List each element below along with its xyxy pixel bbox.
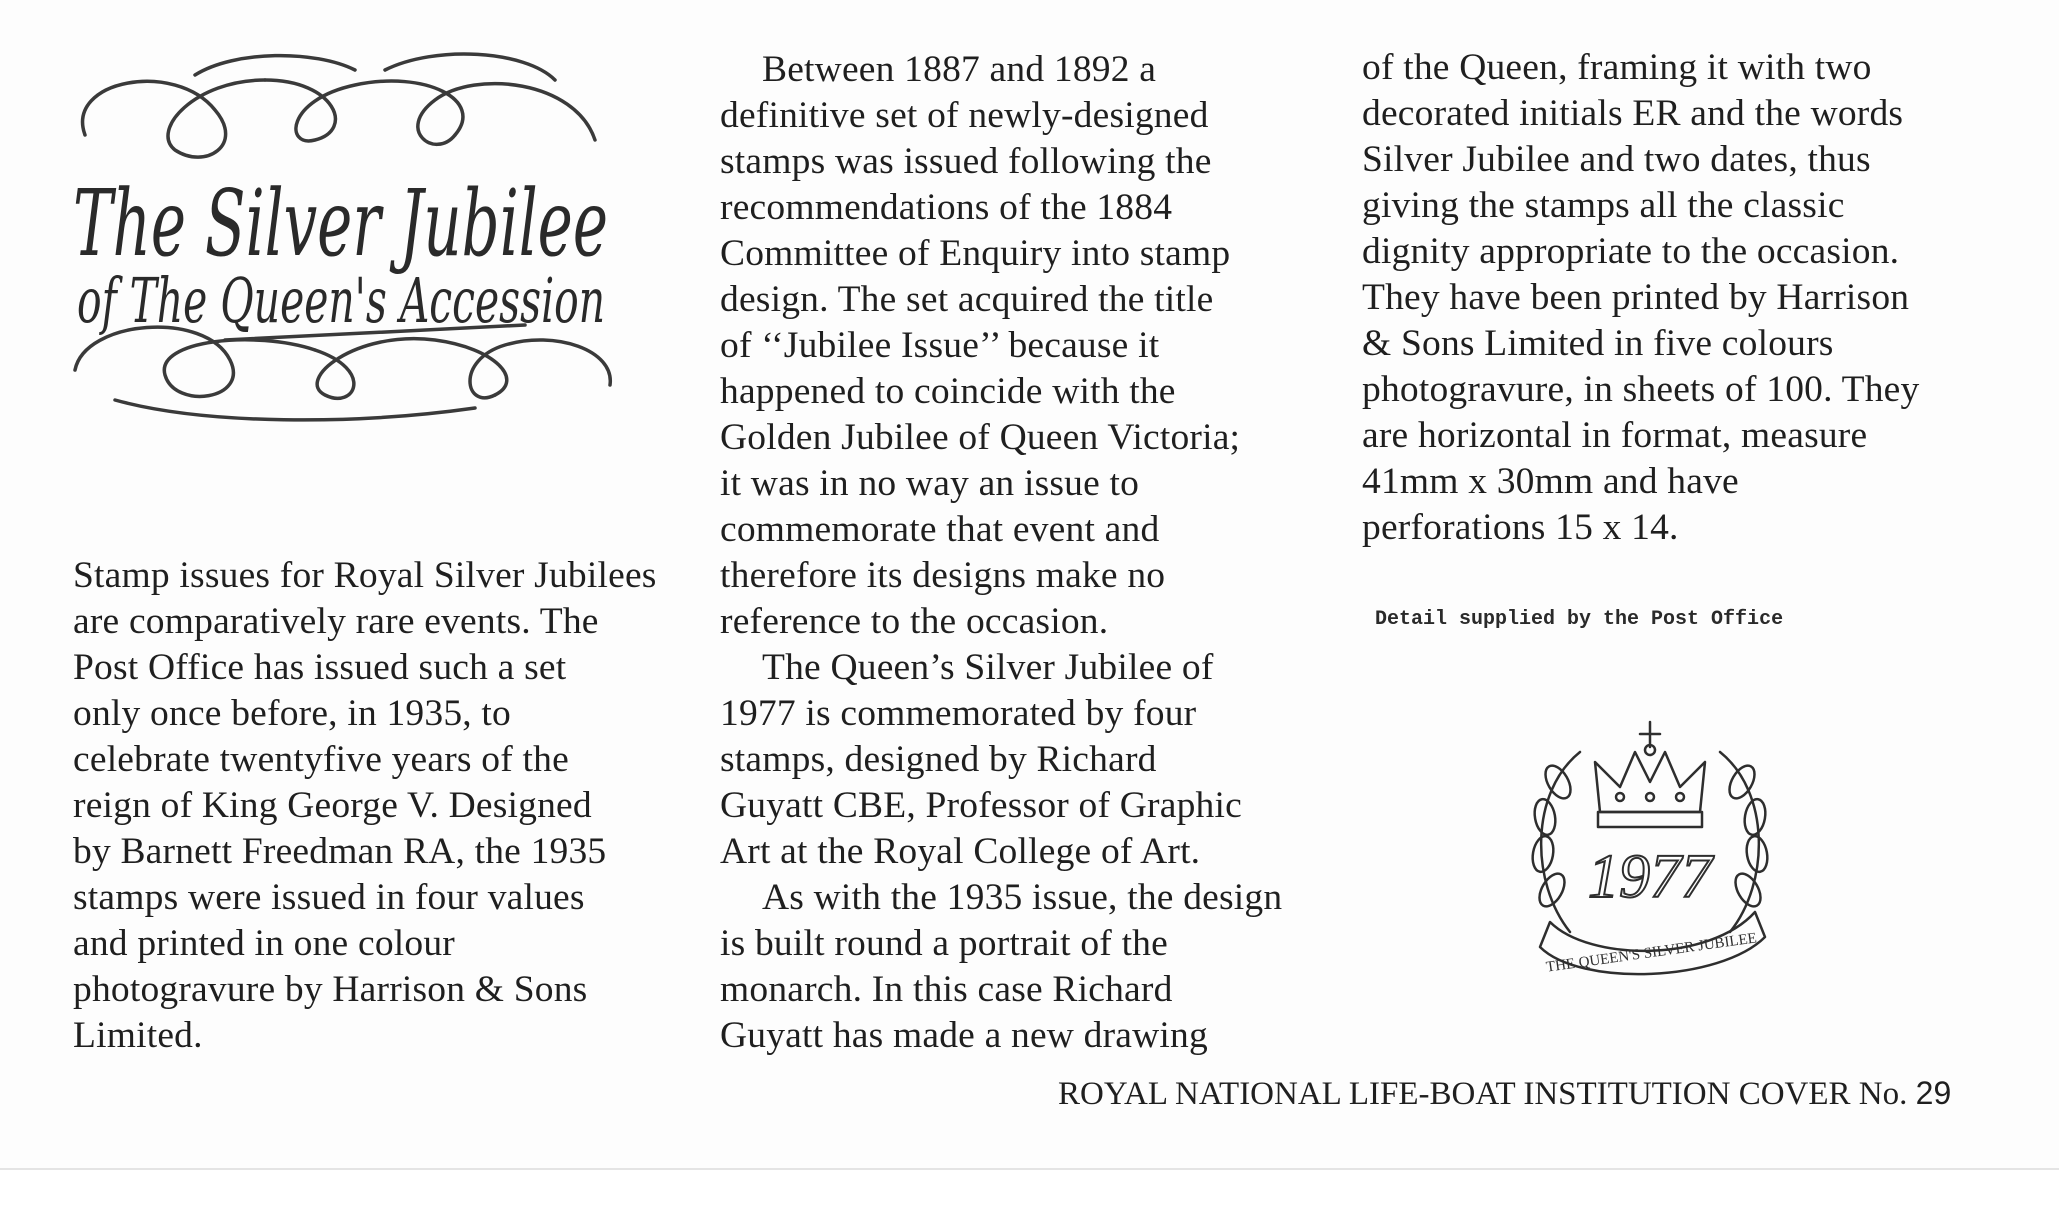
text-line: and printed in one colour bbox=[73, 923, 455, 964]
detail-note: Detail supplied by the Post Office bbox=[1375, 608, 1784, 631]
text-line: Post Office has issued such a set bbox=[73, 647, 567, 688]
text-line: by Barnett Freedman RA, the 1935 bbox=[73, 831, 607, 872]
text-line: Committee of Enquiry into stamp bbox=[720, 233, 1231, 274]
jubilee-emblem bbox=[1510, 712, 1790, 992]
text-line: monarch. In this case Richard bbox=[720, 969, 1173, 1010]
emblem-ribbon-text: THE QUEEN'S SILVER JUBILEE bbox=[1545, 930, 1758, 976]
text-line: Limited. bbox=[73, 1015, 203, 1056]
text-line: definitive set of newly-designed bbox=[720, 95, 1209, 136]
text-line: & Sons Limited in five colours bbox=[1362, 323, 1834, 364]
text-line: Art at the Royal College of Art. bbox=[720, 831, 1201, 872]
text-line: Guyatt has made a new drawing bbox=[720, 1015, 1208, 1056]
text-line: therefore its designs make no bbox=[720, 555, 1166, 596]
text-line: recommendations of the 1884 bbox=[720, 187, 1173, 228]
text-line: of the Queen, framing it with two bbox=[1362, 47, 1872, 88]
footer-cover-title bbox=[1058, 1075, 1951, 1113]
text-line: reign of King George V. Designed bbox=[73, 785, 592, 826]
calligraphy-flourish-icon bbox=[55, 40, 625, 430]
text-line: are comparatively rare events. The bbox=[73, 601, 599, 642]
text-line: stamps was issued following the bbox=[720, 141, 1212, 182]
text-line: Silver Jubilee and two dates, thus bbox=[1362, 139, 1871, 180]
logo-line-1: The Silver Jubilee bbox=[73, 170, 608, 277]
text-line: celebrate twentyfive years of the bbox=[73, 739, 569, 780]
text-line: decorated initials ER and the words bbox=[1362, 93, 1904, 134]
text-line: The Queen’s Silver Jubilee of bbox=[762, 647, 1214, 688]
text-line: 41mm x 30mm and have bbox=[1362, 461, 1739, 502]
text-line: is built round a portrait of the bbox=[720, 923, 1168, 964]
text-line: design. The set acquired the title bbox=[720, 279, 1214, 320]
text-line: happened to coincide with the bbox=[720, 371, 1176, 412]
text-line: As with the 1935 issue, the design bbox=[762, 877, 1283, 918]
text-line: stamps were issued in four values bbox=[73, 877, 585, 918]
footer-cover-number: 29 bbox=[1915, 1075, 1952, 1111]
text-column-left bbox=[73, 553, 657, 1059]
text-line: photogravure by Harrison & Sons bbox=[73, 969, 588, 1010]
text-line: are horizontal in format, measure bbox=[1362, 415, 1868, 456]
text-line: it was in no way an issue to bbox=[720, 463, 1140, 504]
text-line: 1977 is commemorated by four bbox=[720, 693, 1197, 734]
text-line: dignity appropriate to the occasion. bbox=[1362, 231, 1900, 272]
text-line: stamps, designed by Richard bbox=[720, 739, 1157, 780]
logo-line-2: of The Queen's Accession bbox=[77, 264, 605, 337]
text-line: of ‘‘Jubilee Issue’’ because it bbox=[720, 325, 1160, 366]
text-line: They have been printed by Harrison bbox=[1362, 277, 1910, 318]
text-line: commemorate that event and bbox=[720, 509, 1160, 550]
text-line: Between 1887 and 1892 a bbox=[762, 49, 1157, 90]
text-line: reference to the occasion. bbox=[720, 601, 1109, 642]
text-column-right bbox=[1362, 45, 1919, 551]
text-line: only once before, in 1935, to bbox=[73, 693, 511, 734]
crown-wreath-emblem-icon bbox=[1510, 712, 1790, 992]
text-line: Golden Jubilee of Queen Victoria; bbox=[720, 417, 1241, 458]
text-line: photogravure, in sheets of 100. They bbox=[1362, 369, 1920, 410]
text-line: perforations 15 x 14. bbox=[1362, 507, 1679, 548]
text-column-middle bbox=[720, 47, 1282, 1059]
text-line: giving the stamps all the classic bbox=[1362, 185, 1845, 226]
emblem-year: 1977 bbox=[1588, 843, 1712, 911]
silver-jubilee-title-logo bbox=[55, 40, 625, 430]
text-line: Guyatt CBE, Professor of Graphic bbox=[720, 785, 1242, 826]
text-line: Stamp issues for Royal Silver Jubilees bbox=[73, 555, 657, 596]
footer-text: ROYAL NATIONAL LIFE-BOAT INSTITUTION COVER No. bbox=[1058, 1076, 1908, 1112]
